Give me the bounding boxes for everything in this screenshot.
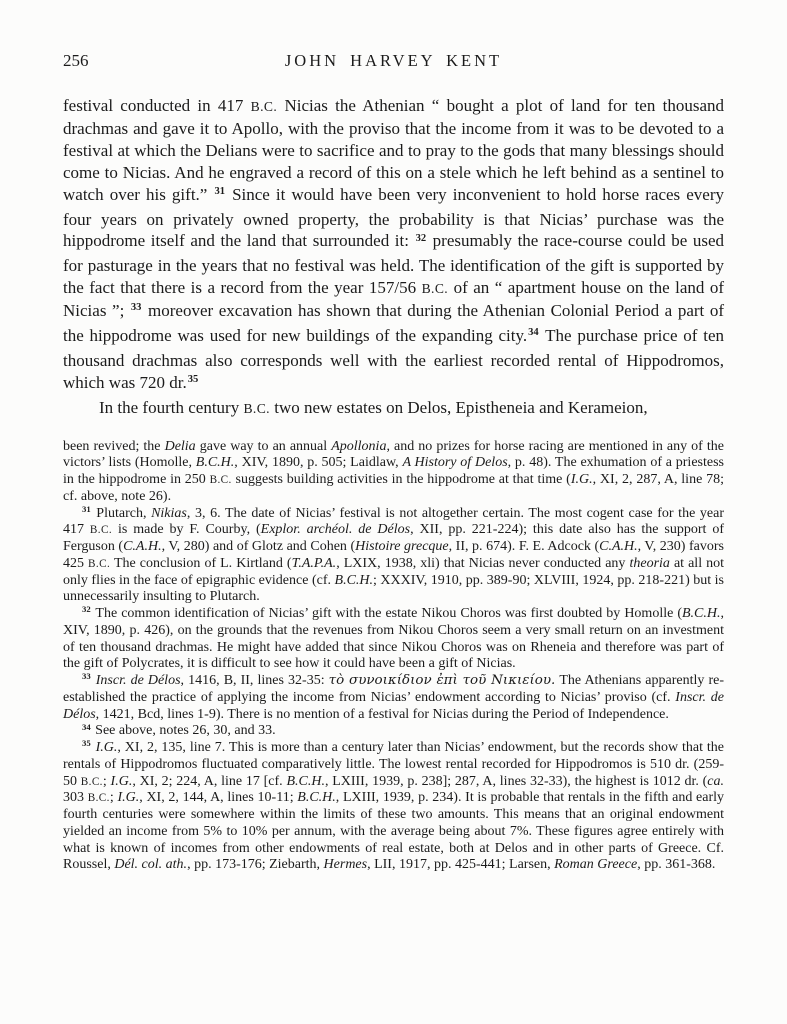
text-segment: B.C. <box>89 524 113 537</box>
body-paragraph <box>63 397 724 420</box>
text-segment: In the fourth century <box>99 397 244 417</box>
text-segment: Apollonia <box>331 438 387 454</box>
text-segment: , and no prizes for horse racing are mentioned in any of the victors’ lists (Homolle, <box>63 438 724 471</box>
text-segment: , V, 230) favors 425 <box>63 539 724 571</box>
text-segment: A History of Delos <box>402 455 508 471</box>
text-segment: , XII, pp. 221-224); this date also has the support of Ferguson ( <box>63 522 724 555</box>
text-segment: , p. 48). The exhumation of a priestess in the hippodrome in 250 <box>63 455 724 488</box>
text-segment: , LXIII, 1939, p. 238]; 287, A, lines 32-33), the highest is 1012 dr. ( <box>324 773 708 789</box>
footnote-paragraph <box>63 723 724 740</box>
text-segment: theoria <box>629 555 670 571</box>
text-segment: , XI, 2, 135, line 7. This is more than a century later than Nicias’ endowment, but the records show that the rentals of Hippodromos fluctuated comparatively little. The lowest rental recorded for Hippodromos is 510 dr. (259-50 <box>63 740 724 789</box>
text-segment: Hermes <box>323 857 368 873</box>
text-segment: 303 <box>63 790 88 806</box>
body-paragraph <box>63 95 724 397</box>
text-segment: , LII, 1917, pp. 425-441; Larsen, <box>367 857 555 873</box>
page-header <box>63 51 724 71</box>
footnotes <box>63 439 724 875</box>
footnote-paragraph <box>63 503 725 607</box>
text-segment: See above, notes 26, 30, and 33. <box>91 723 276 739</box>
text-segment: , LXIII, 1939, p. 234). It is probable that rentals in the fifth and early fourth centuries were somewhere within the limits of these two amounts. This means that an original endowment yielded an income from 5% to 10% per annum, with the average being about 7%. These figures agree entirely with what is known of incomes from other endowments of real estate, both at Delos and in other parts of Greece. Cf. Roussel, <box>63 790 725 873</box>
text-segment: B.C.H. <box>195 455 235 471</box>
text-segment: , pp. 361-368. <box>637 857 716 873</box>
text-segment: Nikias <box>151 505 187 521</box>
footnote-paragraph <box>63 606 724 673</box>
text-segment: Delia <box>164 438 196 454</box>
text-segment: Inscr. de Délos <box>95 673 181 689</box>
running-head: JOHN HARVEY KENT <box>284 51 503 70</box>
text-segment: Since it would have been very inconvenient to hold horse races every four years on privately owned property, the probability is that Nicias’ purchase was the hippodrome itself and the land that surrounded it: <box>63 184 724 251</box>
text-segment: is made by F. Courby, ( <box>112 522 261 538</box>
text-segment: two new estates on Delos, Epistheneia and Kerameion, <box>269 397 648 417</box>
text-segment: , LXIX, 1938, xli) that Nicias never conducted any <box>336 555 630 571</box>
text-segment: ; XXXIV, 1910, pp. 389-90; XLVIII, 1924, pp. 218-221) but is unnecessarily insulting to Plutarch. <box>63 572 724 605</box>
text-segment: , XIV, 1890, p. 426), on the grounds that the revenues from Nikou Choros seem a very small return on an investment of ten thousand drachmas. He might have added that since Nikou Choros was on Rheneia and therefore was part of the gift of Polycrates, it is difficult to see how it could have been a gift of Nicias. <box>63 606 724 672</box>
text-segment: C.A.H. <box>599 539 638 555</box>
text-segment: , 1416, B, II, lines 32-35: <box>180 673 329 689</box>
text-segment: , XI, 2; 224, A, line 17 [cf. <box>132 773 287 789</box>
text-segment: , pp. 173-176; Ziebarth, <box>187 857 324 873</box>
footnote-marker: 34 <box>82 721 91 732</box>
text-segment: of an “ apartment house on the land of Nicias ”; <box>63 278 725 321</box>
text-segment: B.C. <box>250 99 278 114</box>
text-segment: B.C. <box>80 775 103 788</box>
text-segment: Explor. archéol. de Délos <box>260 522 411 538</box>
body-text <box>63 95 724 420</box>
footnote-paragraph <box>63 439 724 506</box>
text-segment: Plutarch, <box>91 505 152 521</box>
text-segment: , 3, 6. The date of Nicias’ festival is not altogether certain. The most cogent case for the year 417 <box>63 505 724 538</box>
text-segment: B.C. <box>209 474 232 487</box>
text-segment: suggests building activities in the hippodrome at that time ( <box>231 472 571 488</box>
text-segment: B.C.H. <box>286 773 325 789</box>
text-segment: I.G. <box>110 773 133 789</box>
text-segment: been revived; the <box>63 438 165 454</box>
page-content <box>63 0 724 874</box>
text-segment: ; <box>102 773 111 789</box>
footnote-marker: 33 <box>82 671 91 682</box>
footnote-marker: 33 <box>130 302 142 314</box>
footnote-marker: 35 <box>187 374 199 386</box>
text-segment: The purchase price of ten thousand drachmas also corresponds well with the earliest recorded rental of Hippodromos, which was 720 dr. <box>63 326 724 392</box>
text-segment: I.G. <box>95 740 118 756</box>
footnote-marker: 31 <box>214 185 225 197</box>
text-segment: , XI, 2, 287, A, line 78; cf. above, note 26). <box>63 472 724 504</box>
text-segment: Dél. col. ath. <box>114 857 188 873</box>
text-segment: moreover excavation has shown that during the Athenian Colonial Period a part of the hippodrome was used for new buildings of the expanding city. <box>63 301 724 346</box>
text-segment: I.G. <box>570 472 593 488</box>
footnote-marker: 34 <box>528 327 539 339</box>
text-segment: , 1421, Bcd, lines 1-9). There is no mention of a festival for Nicias during the Period of Independence. <box>95 706 669 722</box>
text-segment: T.A.P.A. <box>291 555 337 571</box>
text-segment: , II, p. 674). F. E. Adcock ( <box>448 539 600 555</box>
footnote-marker: 35 <box>82 738 91 749</box>
text-segment: C.A.H. <box>123 539 162 555</box>
footnote-marker: 32 <box>82 604 91 615</box>
text-segment: The Athenians apparently re-established the practice of applying the income from Nicias’ endowment according to Nicias’ proviso (cf. <box>63 673 724 705</box>
page-number: 256 <box>63 51 89 70</box>
footnote-paragraph <box>63 740 724 874</box>
text-segment: Inscr. de Délos <box>63 689 724 722</box>
text-segment: B.C. <box>87 792 110 805</box>
footnote-marker: 32 <box>415 232 427 244</box>
footnote-paragraph <box>63 673 724 723</box>
text-segment: The conclusion of L. Kirtland ( <box>110 555 292 571</box>
text-segment: B.C. <box>88 557 111 570</box>
text-segment: I.G. <box>117 790 140 806</box>
text-segment: The common identification of Nicias’ gift with the estate Nikou Choros was first doubted by Homolle ( <box>91 606 682 622</box>
text-segment: , XI, 2, 144, A, lines 10-11; <box>139 790 298 806</box>
text-segment: ca. <box>707 773 725 789</box>
text-segment: Histoire grecque <box>355 539 449 555</box>
text-segment: B.C.H. <box>682 606 721 622</box>
text-segment: Roman Greece <box>554 857 638 873</box>
text-segment: B.C. <box>243 400 270 416</box>
text-segment: B.C. <box>421 281 449 297</box>
text-segment: B.C.H. <box>297 790 336 806</box>
text-segment: τὸ συνοικίδιον ἐπὶ τοῦ Νικιείου. <box>328 673 556 689</box>
text-segment: , XIV, 1890, p. 505; Laidlaw, <box>234 455 403 471</box>
text-segment: , V, 280) and of Glotz and Cohen ( <box>161 539 356 555</box>
text-segment: Nicias the Athenian “ bought a plot of land for ten thousand drachmas and gave it to Apollo, with the proviso that the income from it was to be devoted to a festival at which the Delians were to sacrifice and to pray to the gods that many blessings should come to Nicias. And he engraved a record of this on a stele which he left behind as a sentinel to watch over his gift.” <box>63 96 724 204</box>
text-segment: presumably the race-course could be used for pasturage in the years that no festival was held. The identification of the gift is supported by the fact that there is a record from the year 157/56 <box>63 231 724 298</box>
footnote-marker: 31 <box>82 503 91 514</box>
text-segment: at all not only flies in the face of epigraphic evidence (cf. <box>63 555 725 588</box>
text-segment: gave way to an annual <box>195 438 332 454</box>
text-segment: ; <box>109 790 118 806</box>
text-segment: B.C.H. <box>334 572 374 588</box>
text-segment: festival conducted in 417 <box>63 96 251 115</box>
